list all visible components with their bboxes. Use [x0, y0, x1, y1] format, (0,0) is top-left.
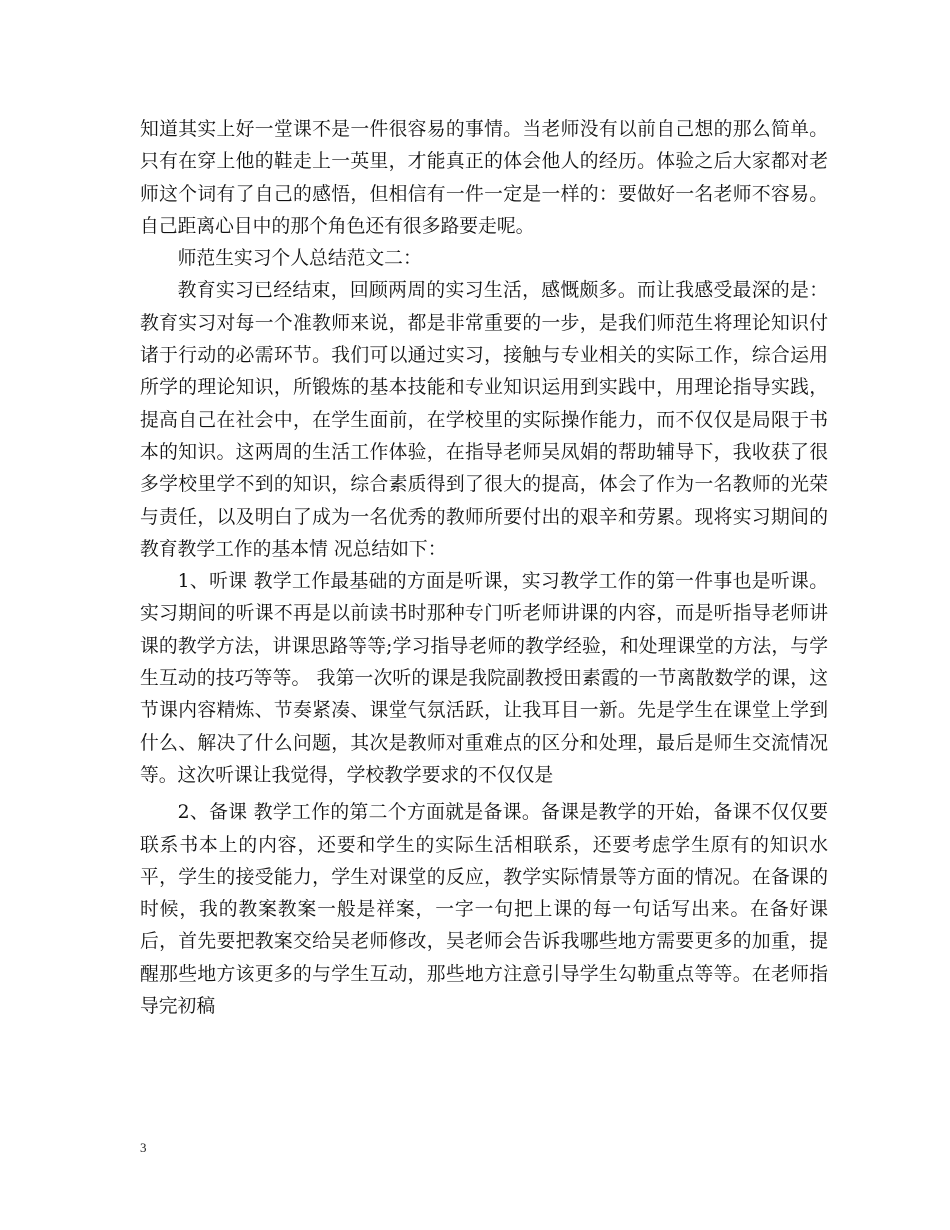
paragraph-listening: 1、听课 教学工作最基础的方面是听课，实习教学工作的第一件事也是听课。实习期间的听课不再是以前读书时那种专门听老师讲课的内容，而是听指导老师讲课的教学方法，讲课思路等等;学习指导老师的教学经验，和处理课堂的方法，与学生互动的技巧等等。 我第一次听的课是我院副教授田素霞的一节离散数学的课，这节课内容精炼、节奏紧凑、课堂气氛活跃，让我耳目一新。先是学生在课堂上学到什么、解决了什么问题，其次是教师对重难点的区分和处理，最后是师生交流情况等。这次听课让我觉得，学校教学要求的不仅仅是: [140, 571, 828, 786]
section-heading: 师范生实习个人总结范文二：: [177, 248, 422, 270]
paragraph-preparation: 2、备课 教学工作的第二个方面就是备课。备课是教学的开始，备课不仅仅要联系书本上的内容，还要和学生的实际生活相联系，还要考虑学生原有的知识水平，学生的接受能力，学生对课堂的反应，教学实际情景等方面的情况。在备课的时候，我的教案教案一般是祥案，一字一句把上课的每一句话写出来。在备好课后，首先要把教案交给吴老师修改，吴老师会告诉我哪些地方需要更多的加重，提醒那些地方该更多的与学生互动，那些地方注意引导学生勾勒重点等等。在老师指导完初稿: [140, 802, 828, 1018]
paragraph-intro: 教育实习已经结束，回顾两周的实习生活，感慨颇多。而让我感受最深的是：教育实习对每一个准教师来说，都是非常重要的一步，是我们师范生将理论知识付诸于行动的必需环节。我们可以通过实习，接触与专业相关的实际工作，综合运用所学的理论知识，所锻炼的基本技能和专业知识运用到实践中，用理论指导实践，提高自己在社会中，在学生面前，在学校里的实际操作能力，而不仅仅是局限于书本的知识。这两周的生活工作体验，在指导老师吴凤娟的帮助辅导下，我收获了很多学校里学不到的知识，综合素质得到了很大的提高，体会了作为一名教师的光荣与责任，以及明白了成为一名优秀的教师所要付出的艰辛和劳累。现将实习期间的教育教学工作的基本情 况总结如下：: [140, 280, 828, 560]
paragraph-continuation: 知道其实上好一堂课不是一件很容易的事情。当老师没有以前自己想的那么简单。只有在穿上他的鞋走上一英里，才能真正的体会他人的经历。体验之后大家都对老师这个词有了自己的感悟，但相信有一件一定是一样的：要做好一名老师不容易。自己距离心目中的那个角色还有很多路要走呢。: [140, 119, 828, 237]
document-body: [140, 114, 828, 1023]
page-number: 3: [140, 1140, 147, 1155]
